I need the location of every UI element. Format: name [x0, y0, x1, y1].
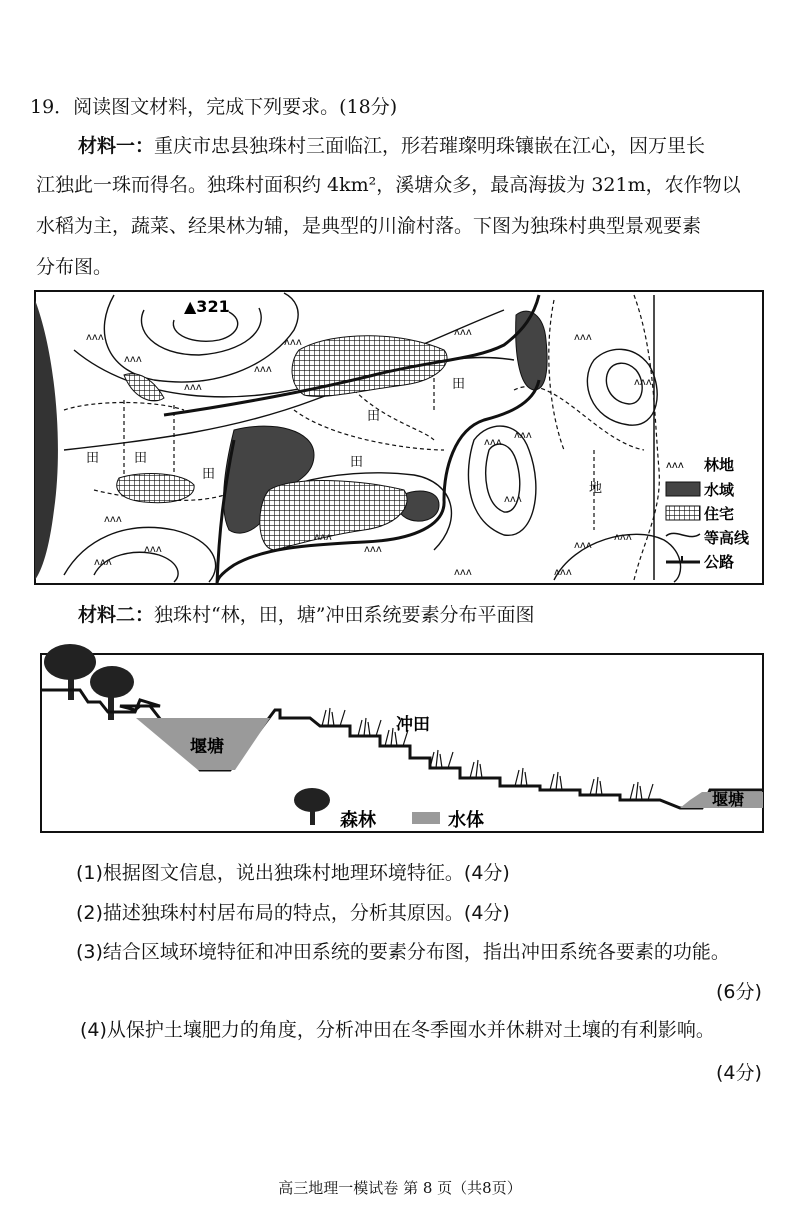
svg-text:ᴧᴧᴧ: ᴧᴧᴧ [554, 567, 572, 578]
material1-label: 材料一： [78, 135, 155, 157]
svg-text:ᴧᴧᴧ: ᴧᴧᴧ [484, 437, 502, 448]
svg-text:ᴧᴧᴧ: ᴧᴧᴧ [634, 377, 652, 388]
material1-line4: 分布图。 [36, 256, 113, 278]
subquestion-3-score: (6分) [716, 981, 762, 1003]
svg-text:ᴧᴧᴧ: ᴧᴧᴧ [614, 532, 632, 543]
subquestion-4: (4)从保护土壤肥力的角度，分析冲田在冬季囤水并休耕对土壤的有利影响。 [80, 1019, 715, 1041]
svg-text:田: 田 [86, 451, 100, 466]
village-landscape-map [34, 290, 764, 585]
residence-left [117, 474, 194, 503]
legend-forest-profile: 森林 [340, 810, 376, 831]
legend-water: 水域 [704, 481, 735, 499]
page-footer: 高三地理一模试卷 第 8 页（共8页） [278, 1179, 522, 1197]
svg-text:田: 田 [367, 409, 381, 424]
material1-line1 [78, 131, 705, 158]
svg-text:田: 田 [134, 451, 148, 466]
subquestion-4-score: (4分) [716, 1062, 762, 1084]
legend-contour: 等高线 [704, 529, 750, 547]
svg-text:田: 田 [202, 467, 216, 482]
svg-text:ᴧᴧᴧ: ᴧᴧᴧ [454, 567, 472, 578]
material1-line2: 江独此一珠而得名。独珠村面积约 4km²，溪塘众多，最高海拔为 321m，农作物以 [36, 174, 741, 196]
svg-text:ᴧᴧᴧ: ᴧᴧᴧ [284, 337, 302, 348]
paddy-label: 冲田 [396, 715, 430, 735]
svg-text:ᴧᴧᴧ: ᴧᴧᴧ [104, 514, 122, 525]
pond-right-label: 堰塘 [712, 790, 745, 809]
svg-text:ᴧᴧᴧ: ᴧᴧᴧ [504, 494, 522, 505]
svg-text:ᴧᴧᴧ: ᴧᴧᴧ [144, 544, 162, 555]
pond-left-label: 堰塘 [190, 737, 224, 757]
material1-line3: 水稻为主，蔬菜、经果林为辅，是典型的川渝村落。下图为独珠村典型景观要素 [36, 215, 702, 237]
material2-label: 材料二： [78, 604, 155, 626]
svg-text:田: 田 [452, 377, 466, 392]
material2-text: 独珠村“林，田，塘”冲田系统要素分布平面图 [154, 604, 535, 626]
legend-water-profile: 水体 [448, 810, 484, 831]
svg-text:ᴧᴧᴧ: ᴧᴧᴧ [124, 354, 142, 365]
legend-forest: 林地 [704, 456, 735, 474]
svg-text:ᴧᴧᴧ: ᴧᴧᴧ [574, 332, 592, 343]
svg-text:ᴧᴧᴧ: ᴧᴧᴧ [314, 532, 332, 543]
legend-road: 公路 [704, 553, 735, 571]
svg-text:ᴧᴧᴧ: ᴧᴧᴧ [254, 364, 272, 375]
chongtian-profile [40, 640, 764, 840]
svg-text:ᴧᴧᴧ: ᴧᴧᴧ [184, 382, 202, 393]
subquestion-3: (3)结合区域环境特征和冲田系统的要素分布图，指出冲田系统各要素的功能。 [76, 941, 730, 963]
question-header: 19．阅读图文材料，完成下列要求。(18分) [30, 96, 398, 118]
material1-text: 重庆市忠县独珠村三面临江，形若璀璨明珠镶嵌在江心，因万里长 [154, 135, 706, 157]
svg-text:田: 田 [350, 455, 364, 470]
svg-text:ᴧᴧᴧ: ᴧᴧᴧ [86, 332, 104, 343]
svg-text:ᴧᴧᴧ: ᴧᴧᴧ [454, 327, 472, 338]
svg-text:ᴧᴧᴧ: ᴧᴧᴧ [574, 540, 592, 551]
subquestion-2: (2)描述独珠村村居布局的特点，分析其原因。(4分) [76, 902, 510, 924]
material2-line [78, 600, 534, 627]
svg-text:ᴧᴧᴧ: ᴧᴧᴧ [514, 430, 532, 441]
svg-text:ᴧᴧᴧ: ᴧᴧᴧ [94, 557, 112, 568]
legend-residence: 住宅 [704, 505, 735, 523]
subquestion-1: (1)根据图文信息，说出独珠村地理环境特征。(4分) [76, 862, 510, 884]
peak-label: ▲321 [184, 297, 230, 316]
svg-text:ᴧᴧᴧ: ᴧᴧᴧ [364, 544, 382, 555]
svg-text:地: 地 [589, 481, 603, 496]
svg-text:ᴧᴧᴧ: ᴧᴧᴧ [666, 460, 684, 471]
